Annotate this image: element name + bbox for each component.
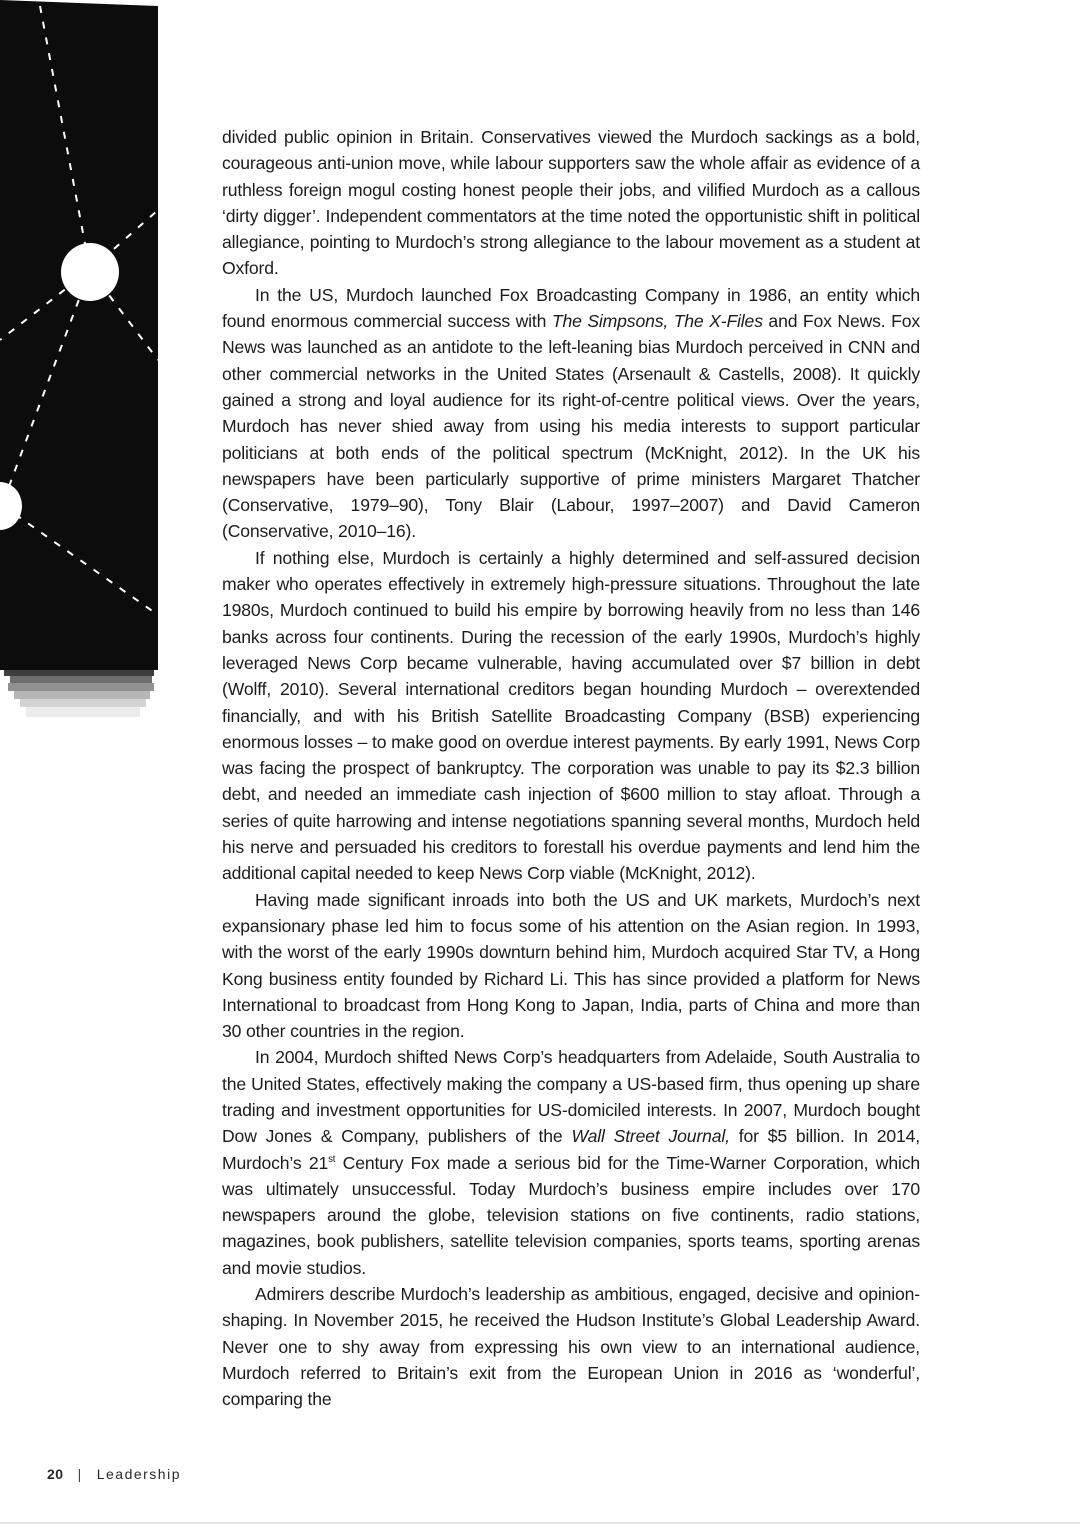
- text-run: If nothing else, Murdoch is certainly a highly determined and self-assured decision maker who operates effectively in extremely high-pressure situations. Throughout the late 1980s, Murdoch continued to build his empire by borrowing heavily from no less than 146 banks across four continents. During the recession of the early 1990s, Murdoch’s highly leveraged News Corp became vulnerable, having accumulated over $7 billion in debt (Wolff, 2010). Several international creditors began hounding Murdoch – overextended financially, and with his British Satellite Broadcasting Company (BSB) experiencing enormous losses – to make good on overdue interest payments. By early 1991, News Corp was facing the prospect of bankruptcy. The corporation was unable to pay its $2.3 billion debt, and needed an immediate cash injection of $600 million to stay afloat. Through a series of quite harrowing and intense negotiations spanning several months, Murdoch held his nerve and persuaded his creditors to forestall his overdue payments and lend him the additional capital needed to keep News Corp viable (McKnight, 2012).: [222, 547, 920, 884]
- footer-separator: |: [77, 1466, 83, 1482]
- text-run: In the US, Murdoch launched Fox Broadcasting Company in 1986, an entity which found enormous commercial success with: [222, 284, 920, 332]
- italic-title: The Simpsons, The X-Files: [551, 311, 763, 332]
- paragraph-5: [222, 1044, 920, 1281]
- text-run: In 2004, Murdoch shifted News Corp’s headquarters from Adelaide, South Australia to the United States, effectively making the company a US-based firm, thus opening up share trading and investment opportunities for US-domiciled interests. In 2007, Murdoch bought Dow Jones & Company, publishers of the: [222, 1047, 920, 1147]
- page-number: 20: [47, 1466, 64, 1482]
- ordinal-suffix: st: [328, 1153, 336, 1165]
- text-run: for $5 billion. In 2014, Murdoch’s 21: [222, 1126, 920, 1173]
- page-footer: [47, 1466, 181, 1482]
- page-bottom-edge: [0, 1522, 1080, 1524]
- text-run: Having made significant inroads into both the US and UK markets, Murdoch’s next expansionary phase led him to focus some of his attention on the Asian region. In 1993, with the worst of the early 1990s downturn behind him, Murdoch acquired Star TV, a Hong Kong business entity founded by Richard Li. This has since provided a platform for News International to broadcast from Hong Kong to Japan, India, parts of China and more than 30 other countries in the region.: [222, 889, 920, 1042]
- paragraph-6: [222, 1281, 920, 1412]
- paragraph-2: [222, 282, 920, 545]
- body-text: [222, 124, 920, 1413]
- text-run: Admirers describe Murdoch’s leadership as ambitious, engaged, decisive and opinion-shaping. In November 2015, he received the Hudson Institute’s Global Leadership Award. Never one to shy away from expressing his own view to an international audience, Murdoch referred to Britain’s exit from the European Union in 2016 as ‘wonderful’, comparing the: [222, 1284, 920, 1410]
- text-run: and Fox News. Fox News was launched as an antidote to the left-leaning bias Murdoch perceived in CNN and other commercial networks in the United States (Arsenault & Castells, 2008). It quickly gained a strong and loyal audience for its right-of-centre political views. Over the years, Murdoch has never shied away from using his media interests to support particular politicians at both ends of the political spectrum (McKnight, 2012). In the UK his newspapers have been particularly supportive of prime ministers Margaret Thatcher (Conservative, 1979–90), Tony Blair (Labour, 1997–2007) and David Cameron (Conservative, 2010–16).: [222, 311, 920, 542]
- paragraph-1: [222, 124, 920, 282]
- paragraph-3: [222, 545, 920, 887]
- paragraph-4: [222, 887, 920, 1045]
- decorative-side-band: [0, 0, 170, 760]
- text-run: Century Fox made a serious bid for the Time-Warner Corporation, which was ultimately unsuccessful. Today Murdoch’s business empire includes over 170 newspapers around the globe, television stations on five continents, radio stations, magazines, book publishers, satellite television companies, sports teams, sporting arenas and movie studios.: [222, 1152, 920, 1278]
- section-title: Leadership: [96, 1466, 181, 1482]
- text-run: divided public opinion in Britain. Conservatives viewed the Murdoch sackings as a bold, courageous anti-union move, while labour supporters saw the whole affair as evidence of a ruthless foreign mogul costing honest people their jobs, and vilified Murdoch as a callous ‘dirty digger’. Independent commentators at the time noted the opportunistic shift in political allegiance, pointing to Murdoch’s strong allegiance to the labour movement as a student at Oxford.: [222, 127, 920, 279]
- network-node-large: [61, 243, 119, 301]
- italic-title: Wall Street Journal,: [571, 1126, 730, 1147]
- dispersed-noise-edge: [0, 650, 158, 717]
